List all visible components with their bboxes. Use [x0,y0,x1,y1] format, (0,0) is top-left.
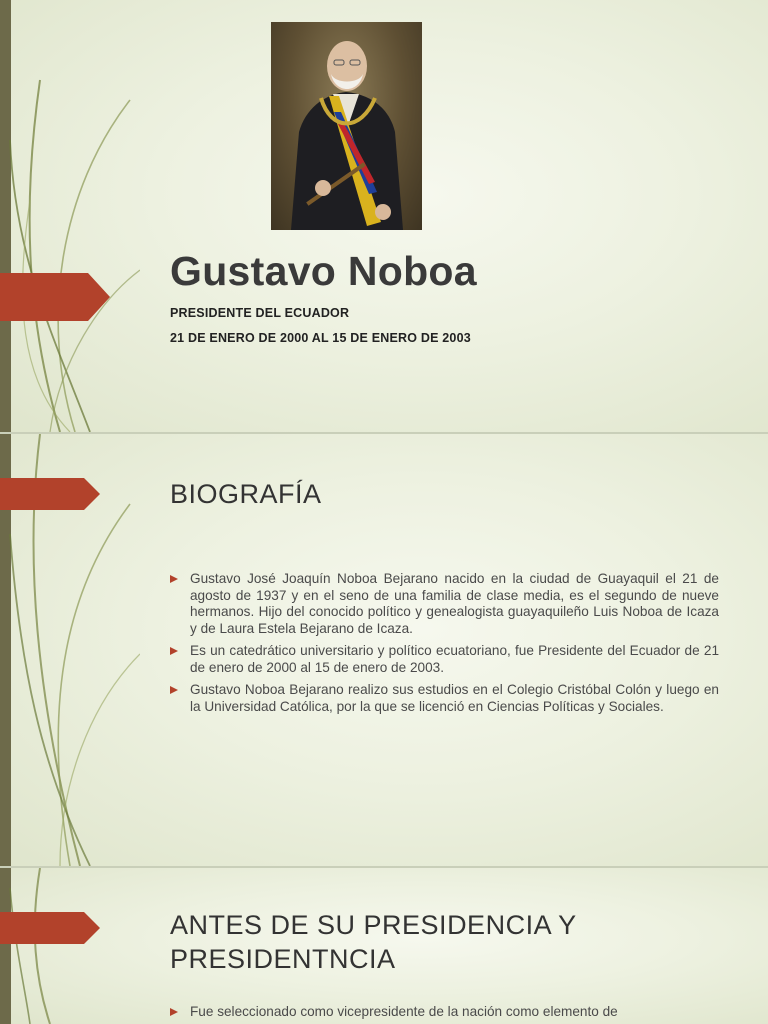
arrow-bullet-icon [170,575,178,583]
slide-title-text: Gustavo Noboa [170,248,477,294]
section-title-line2: PRESIDENTNCIA [170,944,396,974]
section-title-line1: ANTES DE SU PRESIDENCIA Y [170,910,577,940]
biography-list [170,571,719,721]
subtitle-dates: 21 DE ENERO DE 2000 AL 15 DE ENERO DE 2003 [170,331,471,345]
president-portrait [271,22,422,230]
section-title: BIOGRAFÍA [170,479,322,509]
section-tab [0,273,110,321]
list-item: Es un catedrático universitario y político ecuatoriano, fue Presidente del Ecuador de 21 de enero de 2000 al 15 de enero de 2003. [170,643,719,676]
slide-biography [0,434,768,866]
list-item: Fue seleccionado como vicepresidente de la nación como elemento de [170,1004,719,1021]
subtitle-office: PRESIDENTE DEL ECUADOR [170,306,350,320]
list-item: Gustavo Noboa Bejarano realizo sus estudios en el Colegio Cristóbal Colón y luego en la Universidad Católica, por la que se licenció en Ciencias Políticas y Sociales. [170,682,719,715]
slide-title [0,0,768,432]
arrow-bullet-icon [170,686,178,694]
arrow-bullet-icon [170,1008,178,1016]
slide-presidency [0,868,768,1024]
presidency-list [170,1004,719,1024]
section-tab [0,912,110,960]
list-item: Gustavo José Joaquín Noboa Bejarano nacido en la ciudad de Guayaquil el 21 de agosto de 1937 y en el seno de una familia de clase media, es el segundo de nueve hermanos. Hijo del conocido político y genealogista guayaquileño Luis Noboa de Icaza y de Laura Estela Bejarano de Icaza. [170,571,719,637]
section-tab [0,478,110,526]
vine-decoration [0,0,140,432]
arrow-bullet-icon [170,647,178,655]
